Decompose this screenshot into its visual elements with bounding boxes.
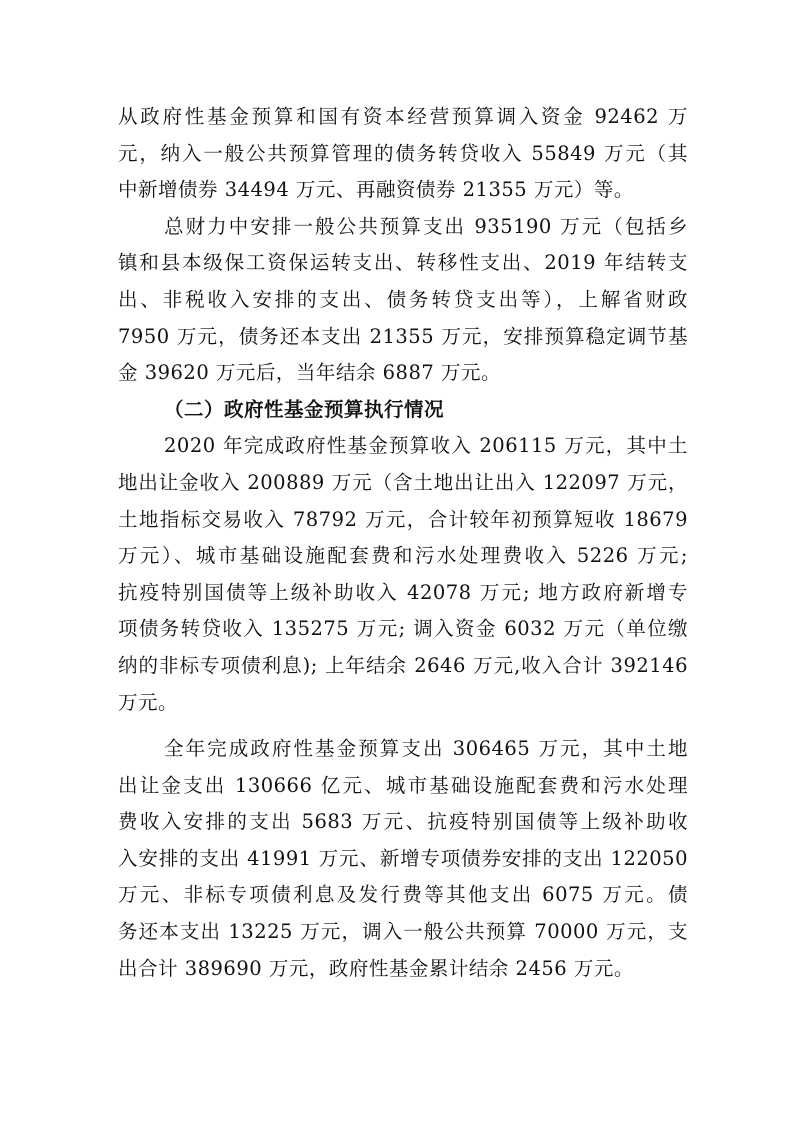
text-line: 7950 万元，债务还本支出 21355 万元，安排预算稳定调节基 — [118, 324, 688, 348]
text-line: 出、非税收入安排的支出、债务转贷支出等），上解省财政 — [118, 287, 688, 311]
text-line: 出合计 389690 万元，政府性基金累计结余 2456 万元。 — [118, 956, 634, 980]
paragraph-2 — [118, 209, 688, 392]
paragraph-4 — [118, 731, 688, 987]
text-line: 入安排的支出 41991 万元、新增专项债券安排的支出 122050 — [118, 846, 688, 870]
text-line: 务还本支出 13225 万元，调入一般公共预算 70000 万元，支 — [118, 920, 688, 944]
text-line: 镇和县本级保工资保运转支出、转移性支出、2019 年结转支 — [118, 251, 688, 275]
text-line: 2020 年完成政府性基金预算收入 206115 万元，其中土 — [164, 434, 688, 458]
text-line: 项债务转贷收入 135275 万元; 调入资金 6032 万元（单位缴 — [118, 617, 688, 641]
text-line: 全年完成政府性基金预算支出 306465 万元，其中土地 — [164, 737, 688, 761]
text-line: 土地指标交易收入 78792 万元，合计较年初预算短收 18679 — [118, 507, 688, 531]
text-line: 抗疫特别国债等上级补助收入 42078 万元; 地方政府新增专 — [118, 580, 688, 604]
text-line: 元，纳入一般公共预算管理的债务转贷收入 55849 万元（其 — [118, 141, 688, 165]
text-line: 金 39620 万元后，当年结余 6887 万元。 — [118, 361, 501, 385]
text-line: 万元、非标专项债利息及发行费等其他支出 6075 万元。债 — [118, 883, 688, 907]
text-line: 万元。 — [118, 690, 179, 714]
text-line: 中新增债券 34494 万元、再融资债券 21355 万元）等。 — [118, 178, 634, 202]
text-line: 出让金支出 130666 亿元、城市基础设施配套费和污水处理 — [118, 773, 688, 797]
text-line: 总财力中安排一般公共预算支出 935190 万元（包括乡 — [164, 214, 688, 238]
text-line: 地出让金收入 200889 万元（含土地出让出入 122097 万元， — [118, 470, 688, 494]
section-heading: （二）政府性基金预算执行情况 — [164, 397, 445, 421]
text-line: 从政府性基金预算和国有资本经营预算调入资金 92462 万 — [118, 105, 688, 128]
paragraph-spacing — [118, 721, 688, 731]
paragraph-1 — [118, 99, 688, 209]
text-line: 万元）、城市基础设施配套费和污水处理费收入 5226 万元; — [118, 544, 688, 568]
paragraph-3 — [118, 428, 688, 721]
text-line: 费收入安排的支出 5683 万元、抗疫特别国债等上级补助收 — [118, 810, 688, 834]
text-line: 纳的非标专项债利息); 上年结余 2646 万元,收入合计 392146 — [118, 653, 688, 677]
document-body — [118, 99, 688, 987]
